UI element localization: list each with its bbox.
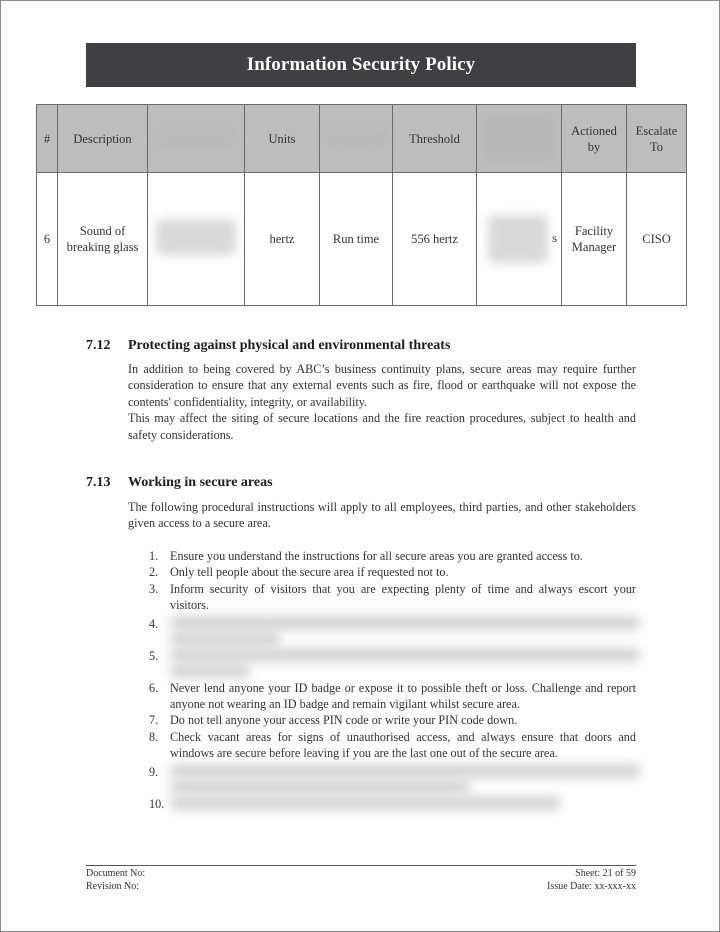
- section-body-7-12: [128, 361, 636, 443]
- list-item: 8. Check vacant areas for signs of unauthorised access, and always ensure that doors and windows are secure before leaving if you are the last one out of the secure area.: [149, 729, 636, 761]
- section-number: 7.13: [86, 475, 111, 490]
- header-units: Units: [245, 105, 320, 173]
- footer-revision-no: Revision No:: [86, 880, 140, 892]
- header-redacted-3: [477, 105, 562, 173]
- header-description: Description: [58, 105, 148, 173]
- header-redacted-2: [320, 105, 393, 173]
- list-item: 3. Inform security of visitors that you are expecting plenty of time and always escort your visitors.: [149, 581, 636, 613]
- table-header-row: [37, 105, 687, 173]
- paragraph: The following procedural instructions will apply to all employees, third parties, and other stakeholders given access to a secure area.: [128, 500, 636, 531]
- section-body-7-13: [128, 499, 636, 532]
- cell-escalate-to: CISO: [627, 173, 687, 306]
- list-item: 6. Never lend anyone your ID badge or expose it to possible theft or loss. Challenge and report anyone not wearing an ID badge and remain vigilant whilst secure area.: [149, 680, 636, 712]
- cell-run-time: Run time: [320, 173, 393, 306]
- cell-units: hertz: [245, 173, 320, 306]
- section-number: 7.12: [86, 338, 111, 353]
- list-item: 2. Only tell people about the secure area if requested not to.: [149, 565, 449, 580]
- procedure-list: [128, 548, 636, 812]
- header-threshold: Threshold: [393, 105, 477, 173]
- list-item-redacted: 10.: [128, 796, 636, 810]
- list-item: 1. Ensure you understand the instructions for all secure areas you are granted access to.: [149, 549, 583, 563]
- list-item-redacted: 5.: [128, 648, 636, 678]
- footer-document-no: Document No:: [86, 868, 146, 879]
- cell-description: Sound of breaking glass: [58, 173, 148, 306]
- paragraph: In addition to being covered by ABC’s business continuity plans, secure areas may require further consideration to ensure that any external events such as fire, flood or earthquake will not expose the contents' confidentiality, integrity, or availability.: [128, 362, 636, 409]
- header-number: #: [37, 105, 58, 173]
- section-heading-7-12: [86, 338, 450, 354]
- cell-threshold: 556 hertz: [393, 173, 477, 306]
- cell-actioned-by: Facility Manager: [562, 173, 627, 306]
- alarm-threshold-table: [36, 104, 687, 306]
- section-heading-7-13: [86, 475, 273, 491]
- paragraph: This may affect the siting of secure locations and the fire reaction procedures, subject to health and safety considerations.: [128, 411, 636, 442]
- cell-number: 6: [37, 173, 58, 306]
- document-title-banner: [86, 43, 636, 87]
- list-item: 7. Do not tell anyone your access PIN code or write your PIN code down.: [149, 713, 518, 728]
- section-title: Protecting against physical and environmental threats: [128, 338, 451, 353]
- list-item-redacted: 9.: [128, 764, 636, 794]
- header-escalate-to: Escalate To: [627, 105, 687, 173]
- header-actioned-by: Actioned by: [562, 105, 627, 173]
- footer-sheet: Sheet: 21 of 59: [575, 868, 636, 879]
- list-item-redacted: 4.: [128, 616, 636, 646]
- document-title: Information Security Policy: [246, 54, 476, 75]
- page-footer: [86, 865, 636, 893]
- table-row: [37, 173, 687, 306]
- footer-issue-date: Issue Date: xx-xxx-xx: [547, 880, 636, 892]
- header-redacted-1: [148, 105, 245, 173]
- cell-redacted-1: [148, 173, 245, 306]
- cell-redacted-3: [477, 173, 562, 306]
- cell-redacted-suffix: s: [552, 230, 557, 245]
- section-title: Working in secure areas: [128, 475, 273, 490]
